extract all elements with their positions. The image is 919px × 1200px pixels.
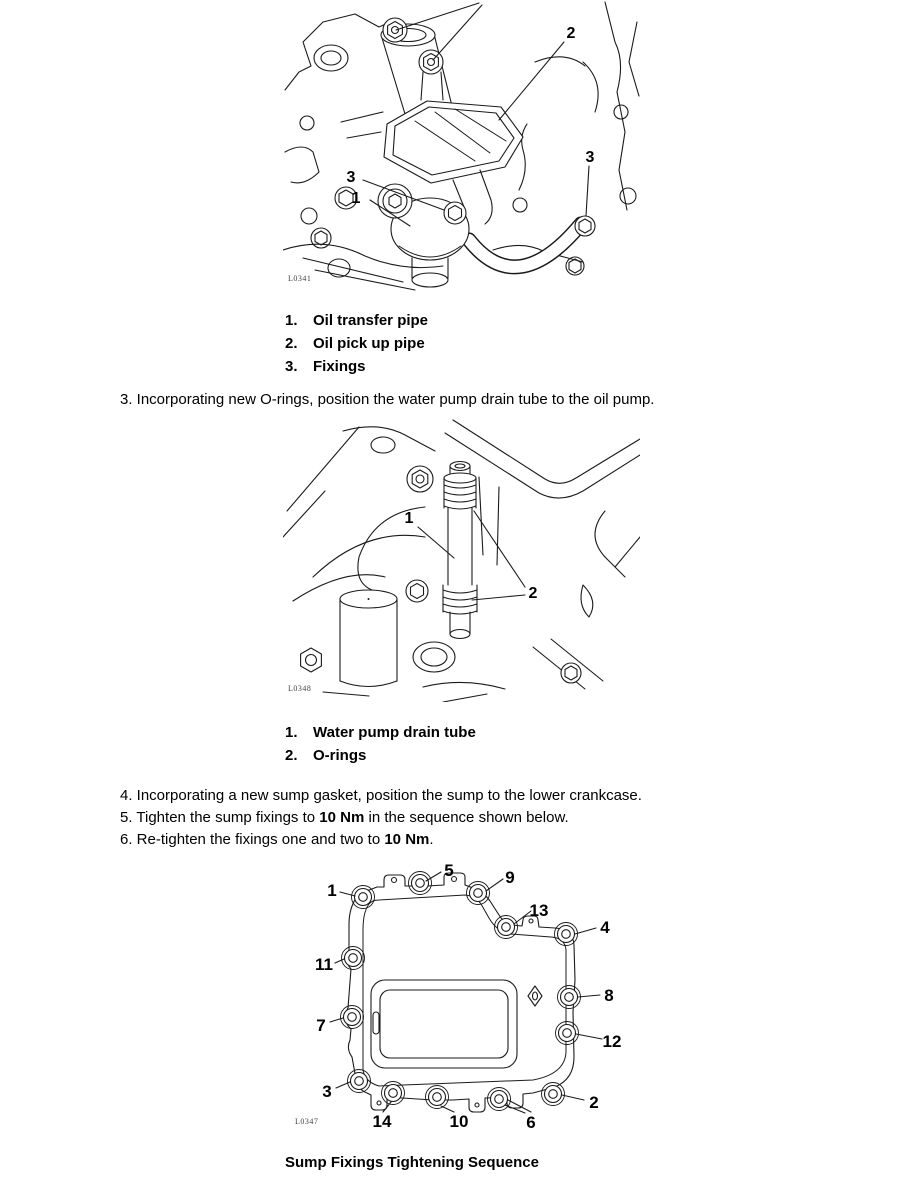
- oil-transfer-pipe-drawing: [391, 198, 581, 287]
- step-5: [120, 809, 569, 826]
- fig2-callout-1: 1: [404, 510, 414, 527]
- fig1-callout-3-right: 3: [585, 149, 595, 166]
- bolt-5: [409, 872, 432, 895]
- hex-bolt-icon: [406, 580, 428, 602]
- legend-item-label: Oil pick up pipe: [313, 335, 425, 352]
- legend-item-number: 1.: [285, 312, 298, 329]
- fig1-callout-2: 2: [566, 25, 576, 42]
- bolt-10: [426, 1086, 449, 1109]
- bolt-8: [558, 986, 581, 1009]
- step-6-text: .: [429, 831, 434, 848]
- hex-bolt-icon: [561, 663, 581, 683]
- sequence-label-7: 7: [316, 1016, 326, 1035]
- legend-item: [285, 748, 476, 763]
- legend-item-label: O-rings: [313, 747, 367, 764]
- bolt-9: [467, 882, 490, 905]
- step-5-text: 5. Tighten the sump fixings to: [120, 809, 320, 826]
- legend-item-number: 1.: [285, 724, 298, 741]
- water-pump-drain-tube-drawing: [443, 462, 477, 639]
- figure1-legend: [285, 313, 428, 382]
- step-3: 3. Incorporating new O-rings, position the water pump drain tube to the oil pump.: [120, 391, 655, 408]
- legend-item: [285, 336, 428, 351]
- bolt-12: [556, 1022, 579, 1045]
- figure-drain-tube-diagram: [283, 415, 640, 702]
- bolt-4: [555, 923, 578, 946]
- step-6-torque-value: 10 Nm: [384, 831, 430, 848]
- bolt-1: [352, 886, 375, 909]
- bolt-7: [341, 1006, 364, 1029]
- bolt-11: [342, 947, 365, 970]
- figure-oil-pipes-diagram: [283, 0, 640, 292]
- sequence-label-9: 9: [505, 868, 515, 887]
- step-5-text: in the sequence shown below.: [364, 809, 569, 826]
- fig2-code: L0348: [288, 684, 312, 693]
- fig1-callout-3-left: 3: [346, 169, 356, 186]
- drain-plug-marker: [528, 986, 542, 1006]
- legend-item: [285, 359, 428, 374]
- figure3-caption: Sump Fixings Tightening Sequence: [285, 1154, 539, 1171]
- legend-item-label: Water pump drain tube: [313, 724, 476, 741]
- bolt-6: [488, 1088, 511, 1111]
- hex-bolt-icon: [311, 228, 331, 248]
- figure2-legend: [285, 725, 476, 771]
- cylinder-boss: [340, 590, 397, 687]
- sump-recess: [371, 980, 542, 1068]
- bolt-3: [348, 1070, 371, 1093]
- fig1-callout-1: 1: [351, 190, 361, 207]
- legend-item-label: Fixings: [313, 358, 366, 375]
- code-pointer-line: [323, 692, 369, 696]
- bolt-14: [382, 1082, 405, 1105]
- legend-item-number: 2.: [285, 747, 298, 764]
- legend-item: [285, 725, 476, 740]
- sequence-label-2: 2: [589, 1093, 599, 1112]
- step-6-text: 6. Re-tighten the fixings one and two to: [120, 831, 385, 848]
- bolt-2: [542, 1083, 565, 1106]
- sequence-label-5: 5: [444, 861, 454, 880]
- sequence-label-14: 14: [372, 1112, 392, 1131]
- sequence-label-12: 12: [602, 1032, 622, 1051]
- legend-item-label: Oil transfer pipe: [313, 312, 429, 329]
- legend-item-number: 3.: [285, 358, 298, 375]
- hex-nut-icon: [301, 648, 322, 672]
- hex-bolt-icon: [407, 466, 433, 492]
- fig1-code: L0341: [288, 274, 312, 283]
- sequence-label-13: 13: [529, 901, 549, 920]
- sequence-label-10: 10: [449, 1112, 469, 1131]
- sequence-label-1: 1: [327, 881, 337, 900]
- figure-sump-sequence-diagram: [283, 850, 640, 1140]
- legend-item-number: 2.: [285, 335, 298, 352]
- sequence-label-6: 6: [526, 1113, 536, 1132]
- fig2-callout-2: 2: [528, 585, 538, 602]
- sequence-label-4: 4: [600, 918, 610, 937]
- sequence-label-8: 8: [604, 986, 614, 1005]
- legend-item: [285, 313, 428, 328]
- step-4: 4. Incorporating a new sump gasket, position the sump to the lower crankcase.: [120, 787, 642, 804]
- step-5-torque-value: 10 Nm: [319, 809, 365, 826]
- step-6: [120, 831, 434, 848]
- bolt-13: [495, 916, 518, 939]
- fig3-code: L0347: [295, 1117, 319, 1126]
- sequence-label-3: 3: [322, 1082, 332, 1101]
- sequence-label-11: 11: [315, 955, 333, 974]
